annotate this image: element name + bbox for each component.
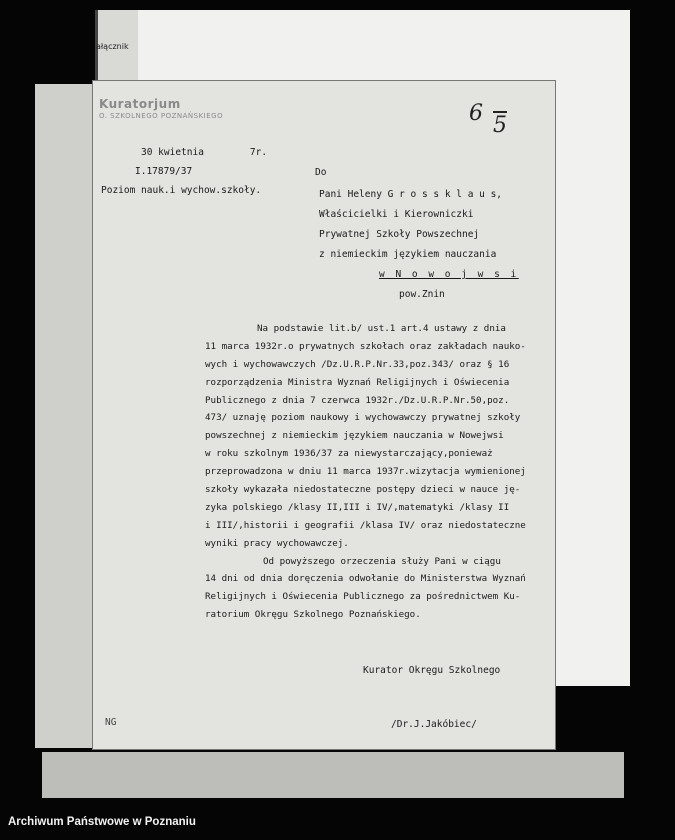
body-line: ratorium Okręgu Szkolnego Poznańskiego. [205, 609, 421, 621]
signature-title: Kurator Okręgu Szkolnego [363, 665, 501, 676]
body-line: 14 dni od dnia doręczenia odwołanie do Ministerstwa Wyznań [205, 573, 526, 585]
recipient-line: z niemieckim językiem nauczania [319, 249, 497, 260]
handwritten-number-b: 5 [493, 113, 507, 138]
document-page [92, 80, 556, 750]
letter-date: 30 kwietnia [141, 147, 204, 158]
archive-footer: Archiwum Państwowe w Poznaniu [8, 816, 196, 828]
handwritten-number-a: 6 [469, 101, 483, 126]
body-line: wyniki pracy wychowawczej. [205, 537, 349, 549]
body-line: Religijnych i Oświecenia Publicznego za pośrednictwem Ku- [205, 591, 521, 603]
stamp-line-2: O. SZKOLNEGO POZNAŃSKIEGO [99, 112, 224, 120]
recipient-line: Pani Heleny G r o s s k l a u s, [319, 189, 503, 200]
body-line: rozporządzenia Ministra Wyznań Religijnych i Oświecenia [205, 376, 510, 388]
nr-mark: NG [105, 717, 117, 728]
letter-body [205, 323, 541, 627]
body-line: 473/ uznaję poziom naukowy i wychowawczy prywatnej szkoły [205, 412, 521, 424]
attachment-tab-label: ałącznik [96, 42, 129, 51]
recipient-address [319, 189, 519, 309]
body-line: wych i wychowawczych /Dz.U.R.P.Nr.33,poz.343/ oraz § 16 [205, 358, 510, 370]
bottom-sheet-edge [42, 752, 624, 798]
signer-name: /Dr.J.Jakóbiec/ [391, 719, 477, 730]
body-line: Na podstawie lit.b/ ust.1 art.4 ustawy z dnia [257, 323, 506, 334]
office-stamp [99, 97, 223, 120]
recipient-place: w N o w o j w s i [379, 269, 519, 280]
reference-number: I.17879/37 [135, 166, 193, 177]
body-line: szkoły wykazała niedostateczne postępy dzieci w nauce ję- [205, 484, 521, 496]
body-line: 11 marca 1932r.o prywatnych szkołach oraz zakładach nauko- [205, 340, 526, 352]
body-line: w roku szkolnym 1936/37 za niewystarczający,ponieważ [205, 448, 493, 460]
to-label: Do [315, 167, 327, 178]
body-line: zyka polskiego /klasy II,III i IV/,matematyki /klasy II [205, 501, 510, 513]
year-suffix: 7r. [249, 147, 268, 158]
stamp-line-1: Kuratorjum [99, 97, 181, 111]
letter-subject: Poziom nauk.i wychow.szkoły. [101, 185, 262, 196]
body-line: i III/,historii i geografii /klasa IV/ oraz niedostateczne [205, 519, 526, 531]
letter-header [101, 147, 267, 204]
body-line: Publicznego z dnia 7 czerwca 1932r./Dz.U.R.P.Nr.50,poz. [205, 394, 510, 406]
body-line: przeprowadzona w dniu 11 marca 1937r.wizytacja wymienionej [205, 466, 526, 478]
recipient-line: Prywatnej Szkoły Powszechnej [319, 229, 480, 240]
body-line: Od powyższego orzeczenia służy Pani w ciągu [263, 555, 501, 567]
body-line: powszechnej z niemieckim językiem nauczania w Nowejwsi [205, 430, 504, 442]
recipient-line: Właścicielki i Kierowniczki [319, 209, 474, 220]
left-sheet-edge [35, 84, 95, 748]
date-line [101, 147, 267, 158]
recipient-district: pow.Znin [399, 289, 445, 300]
